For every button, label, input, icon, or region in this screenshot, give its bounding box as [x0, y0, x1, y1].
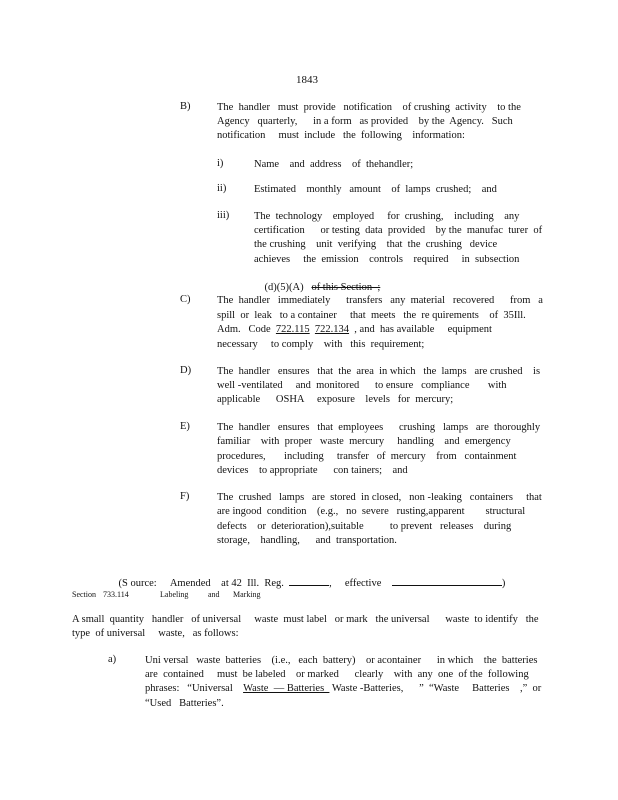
item-c-line	[217, 323, 492, 337]
section-number: 733.114	[103, 590, 129, 599]
text-segment: , and has available equipment	[349, 324, 492, 335]
item-label-e: E)	[180, 421, 190, 432]
section-title-word: Labeling	[160, 590, 189, 599]
item-c-line: The handler immediately transfers any material recovered from a	[217, 295, 543, 306]
item-label-b: B)	[180, 101, 191, 112]
text-segment: Waste -Batteries, ” “Waste Batteries ,” or	[329, 683, 542, 694]
register-page-blank	[289, 575, 329, 586]
item-label-a: a)	[108, 654, 117, 665]
item-label-d: D)	[180, 365, 192, 376]
source-open: (S ource:	[118, 578, 157, 589]
subitem-i-line: Name and address of thehandler;	[254, 159, 414, 170]
item-a-line: “Used Batteries”.	[145, 698, 224, 709]
item-a-line: are contained must be labeled or marked clearly with any one of the following	[145, 669, 529, 680]
subitem-iii-line: the crushing unit verifying that the crushing device	[254, 239, 498, 250]
source-close: )	[501, 578, 506, 589]
item-e-line: procedures, including transfer of mercury from containment	[217, 451, 517, 462]
section-title-word: Marking	[233, 590, 261, 599]
item-d-line: well -ventilated and monitored to ensure compliance with	[217, 380, 507, 391]
item-f-line: The crushed lamps are stored in closed, non -leaking containers that	[217, 492, 542, 503]
citation-link[interactable]: 722.115	[275, 324, 310, 335]
item-c-line: spill or leak to a container that meets the re quirements of 35Ill.	[217, 310, 526, 321]
item-a-line	[145, 682, 541, 696]
source-register: at 42 Ill. Reg.	[221, 578, 284, 589]
item-b-line: The handler must provide notification of crushing activity to the	[217, 102, 521, 113]
subitem-label-ii: ii)	[217, 183, 227, 194]
subitem-label-i: i)	[217, 158, 224, 169]
subitem-label-iii: iii)	[217, 210, 230, 221]
underlined-text: Waste — Batteries	[243, 683, 330, 694]
text-segment: phrases: “Universal	[145, 683, 244, 694]
subitem-iii-line: certification or testing data provided by the manufac turer of	[254, 225, 543, 236]
item-e-line: devices to appropriate con tainers; and	[217, 465, 408, 476]
subitem-ii-line: Estimated monthly amount of lamps crushed; and	[254, 184, 497, 195]
source-effective: effective	[344, 578, 382, 589]
struck-text: of this Section ;	[311, 282, 381, 293]
citation-link[interactable]: 722.134	[314, 324, 350, 335]
item-label-f: F)	[180, 491, 190, 502]
item-b-line: Agency quarterly, in a form as provided by the Agency. Such	[217, 116, 513, 127]
subsection-ref: (d)(5)(A)	[264, 282, 304, 293]
source-amended: Amended	[169, 578, 211, 589]
item-e-line: familiar with proper waste mercury handling and emergency	[217, 436, 511, 447]
item-c-line: necessary to comply with this requirement;	[217, 339, 425, 350]
text-segment: Adm. Code	[217, 324, 276, 335]
item-a-line: Uni versal waste batteries (i.e., each battery) or acontainer in which the batteries	[145, 655, 538, 666]
source-comma: ,	[329, 578, 332, 589]
intro-line: type of universal waste, as follows:	[72, 628, 239, 639]
effective-date-blank	[392, 575, 502, 586]
subitem-iii-line: The technology employed for crushing, including any	[254, 211, 520, 222]
item-f-line: storage, handling, and transportation.	[217, 535, 397, 546]
intro-line: A small quantity handler of universal waste must label or mark the universal waste to identify the	[72, 614, 539, 625]
item-d-line: applicable OSHA exposure levels for mercury;	[217, 394, 454, 405]
item-label-c: C)	[180, 294, 191, 305]
subitem-iii-line: achieves the emission controls required in subsection	[254, 254, 520, 265]
item-b-line: notification must include the following information:	[217, 130, 465, 141]
item-e-line: The handler ensures that employees crushing lamps are thoroughly	[217, 422, 541, 433]
section-label: Section	[72, 590, 96, 599]
section-title-word: and	[208, 590, 220, 599]
item-d-line: The handler ensures that the area in which the lamps are crushed is	[217, 366, 541, 377]
item-f-line: defects or deterioration),suitable to prevent releases during	[217, 521, 512, 532]
item-f-line: are ingood condition (e.g., no severe rusting,apparent structural	[217, 506, 526, 517]
page-number: 1843	[296, 74, 318, 86]
